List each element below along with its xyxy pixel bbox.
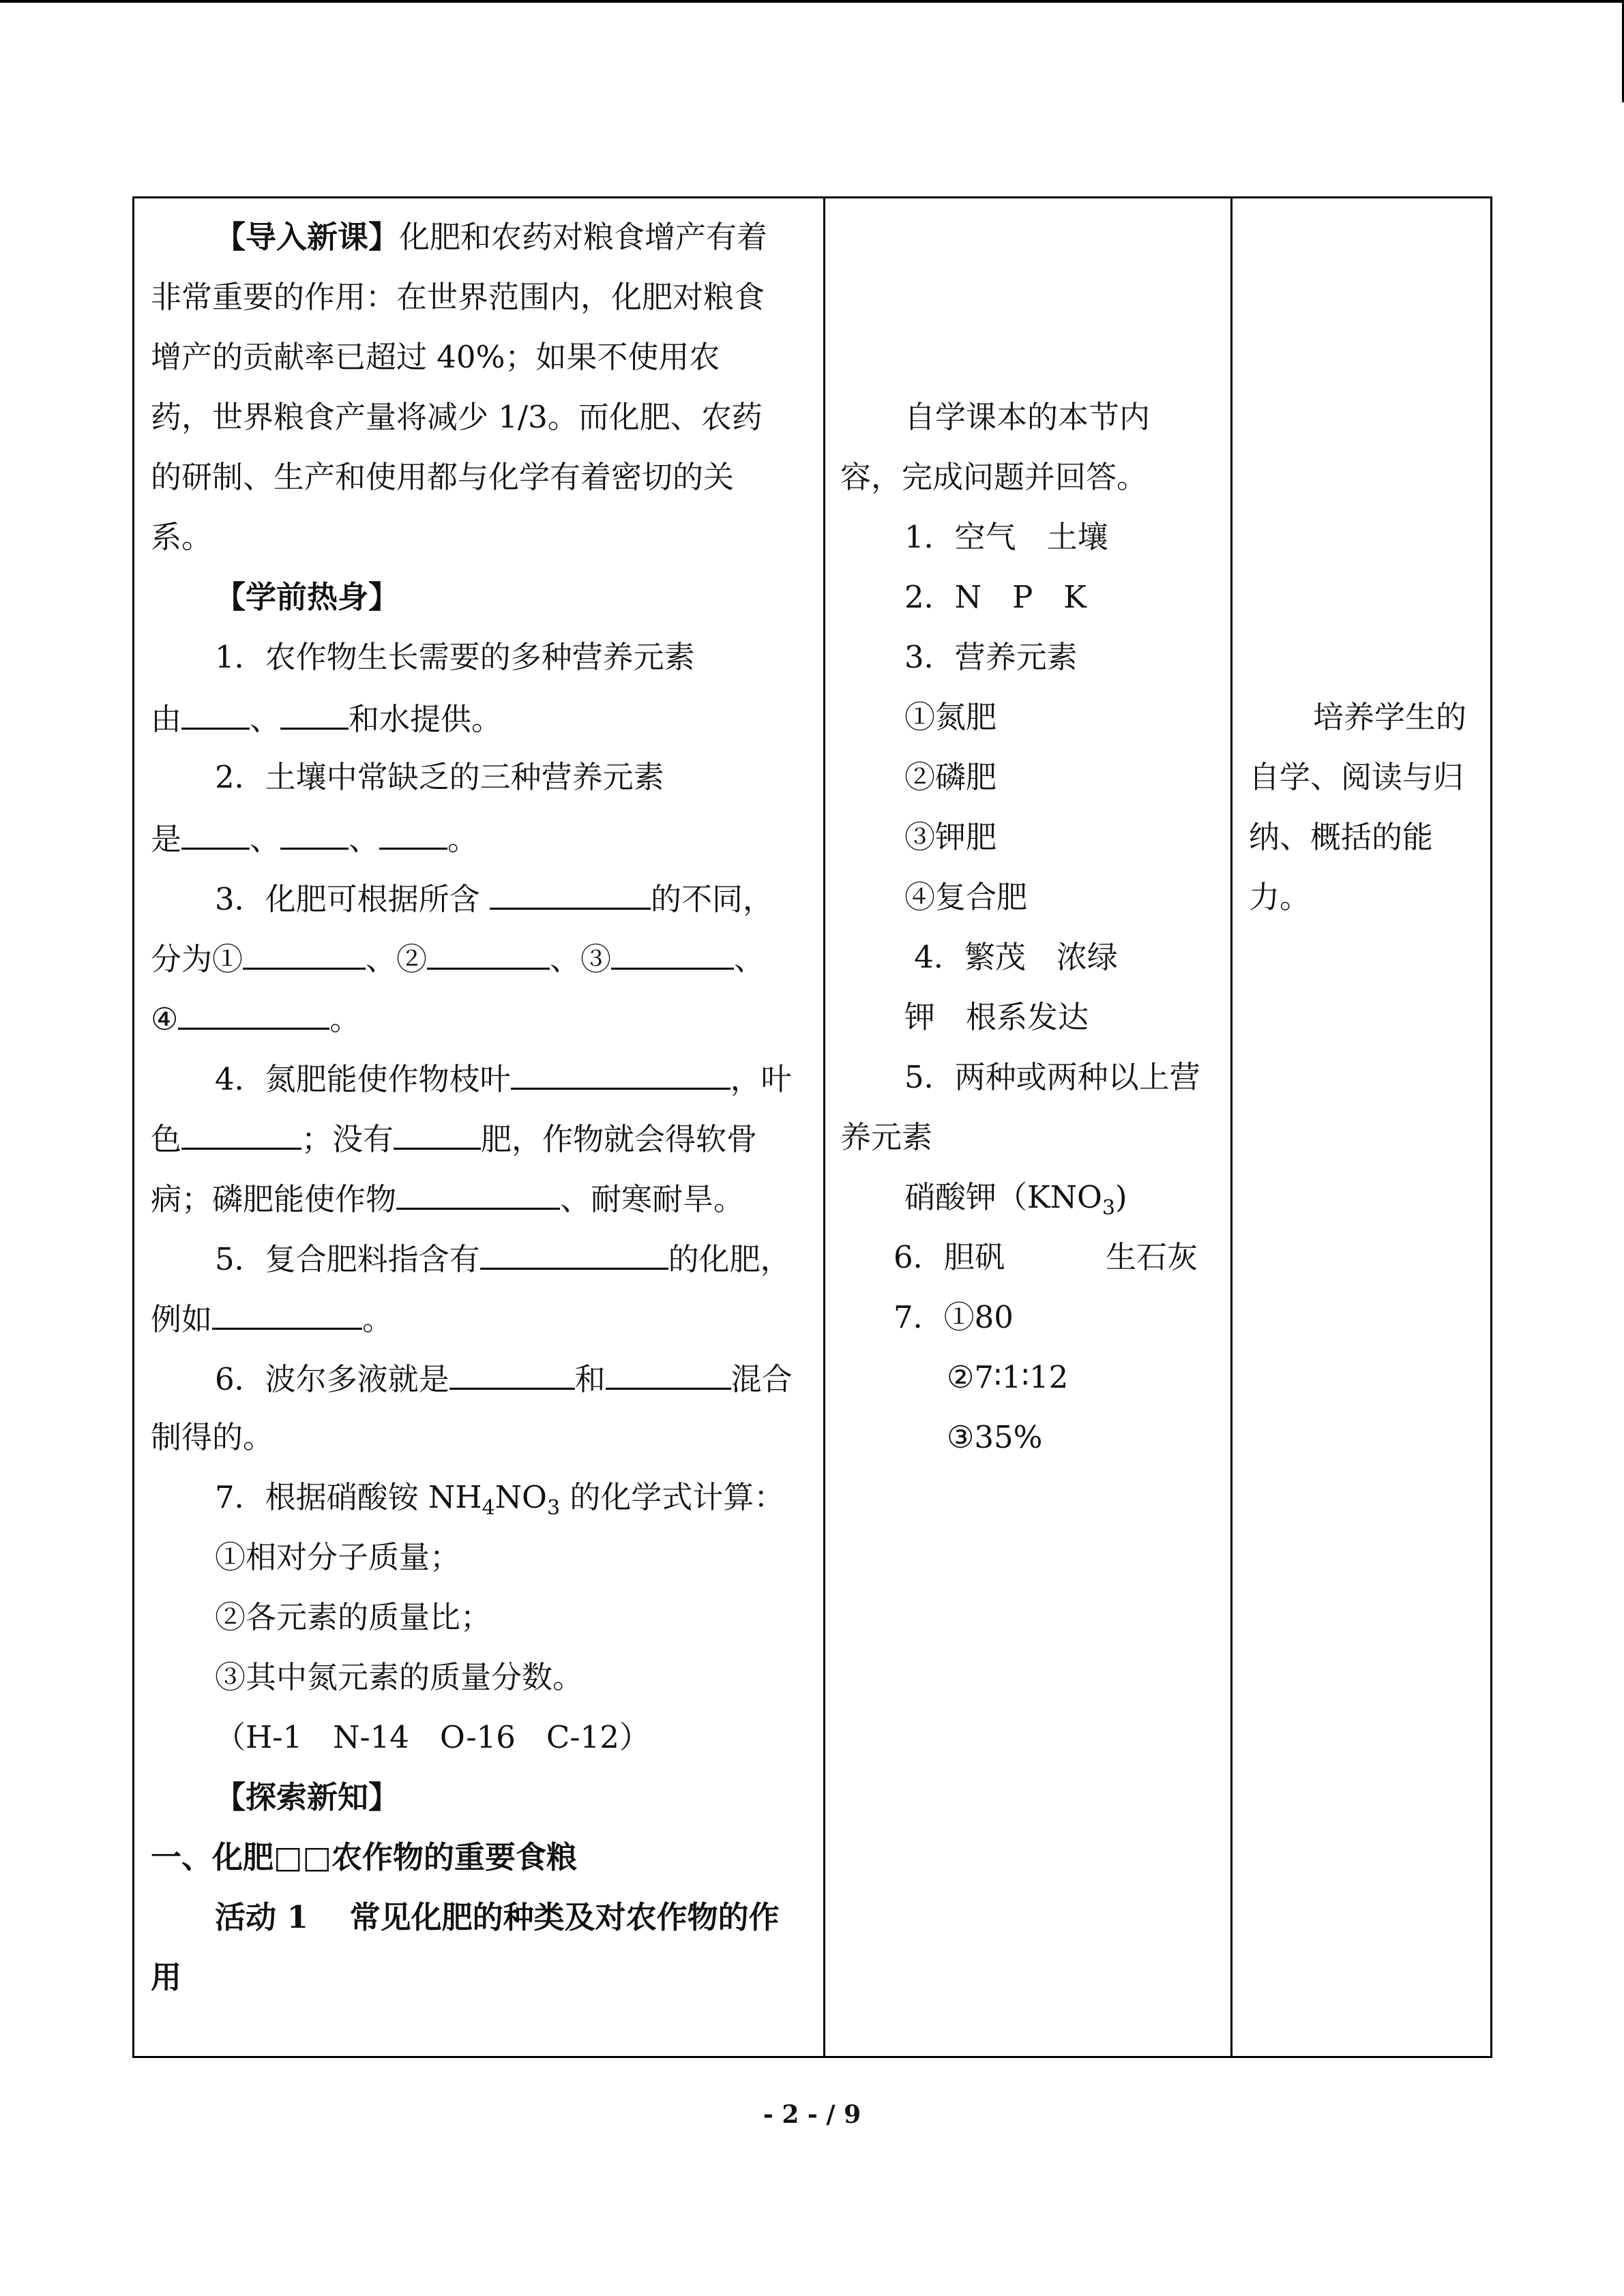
answer-4-line-2: 钾 根系发达 xyxy=(904,999,1089,1035)
intro-line-3: 增产的贡献率已超过 40%；如果不使用农 xyxy=(151,339,720,375)
question-5-line-2: 例如 。 xyxy=(134,1298,823,1339)
answer-4-line-1: 4．繁茂 浓绿 xyxy=(904,939,1118,975)
student-line-2: 容，完成问题并回答。 xyxy=(840,459,1148,495)
question-2-line-1: 2．土壤中常缺乏的三种营养元素 xyxy=(215,759,664,795)
answer-1: 1．空气 土壤 xyxy=(904,519,1108,555)
answer-7: 7．①80 xyxy=(894,1299,1014,1335)
answer-3: 3．营养元素 xyxy=(904,639,1078,675)
answer-blank[interactable] xyxy=(178,998,329,1030)
question-1-line-1: 1．农作物生长需要的多种营养元素 xyxy=(215,639,695,675)
answer-7-item-3: ③35% xyxy=(947,1419,1043,1455)
student-line-1: 自学课本的本节内 xyxy=(904,399,1151,435)
question-3-line-2: 分为① 、② 、③ 、 xyxy=(134,938,823,979)
student-activity-column xyxy=(825,198,1232,2056)
answer-blank[interactable] xyxy=(181,818,250,850)
top-border-line xyxy=(0,0,1624,3)
teaching-content-column xyxy=(134,198,825,2056)
question-7-item-2: ②各元素的质量比； xyxy=(215,1599,492,1635)
answer-3-item-4: ④复合肥 xyxy=(904,879,1028,915)
answer-blank[interactable] xyxy=(379,818,447,850)
question-7-item-1: ①相对分子质量； xyxy=(215,1539,461,1575)
intent-line-4: 力。 xyxy=(1249,879,1311,915)
answer-blank[interactable] xyxy=(181,698,250,730)
question-7-line-1: 7．根据硝酸铵 $NH_4NO_3$ 的化学式计算： xyxy=(215,1479,785,1520)
intent-line-3: 纳、概括的能 xyxy=(1249,819,1434,855)
answer-5-line-1: 5．两种或两种以上营 xyxy=(904,1059,1200,1095)
intro-line-2: 非常重要的作用：在世界范围内，化肥对粮食 xyxy=(151,279,765,315)
answer-blank[interactable] xyxy=(394,1118,481,1150)
question-7-item-3: ③其中氮元素的质量分数。 xyxy=(215,1659,584,1695)
answer-3-item-3: ③钾肥 xyxy=(904,819,997,855)
answer-3-item-1: ①氮肥 xyxy=(904,699,997,735)
answer-blank[interactable] xyxy=(511,1058,730,1090)
question-4-line-2: 色 ；没有 肥，作物就会得软骨 xyxy=(134,1118,823,1159)
lesson-plan-table xyxy=(132,196,1492,2058)
question-5-line-1: 5．复合肥料指含有 的化肥， xyxy=(134,1238,823,1279)
answer-blank[interactable] xyxy=(280,698,349,730)
page-number: - 2 - / 9 xyxy=(763,2100,861,2129)
activity-1-heading-line-1: 活动 1 常见化肥的种类及对农作物的作 xyxy=(215,1899,780,1935)
intro-line-5: 的研制、生产和使用都与化学有着密切的关 xyxy=(151,459,735,495)
question-6-line-2: 制得的。 xyxy=(151,1419,274,1455)
question-4-line-1: 4．氮肥能使作物枝叶 ，叶 xyxy=(134,1058,823,1099)
explore-heading: 【探索新知】 xyxy=(215,1779,400,1815)
question-4-line-3: 病；磷肥能使作物 、耐寒耐旱。 xyxy=(134,1178,823,1219)
answer-blank[interactable] xyxy=(243,938,366,970)
question-3-line-3: ④ 。 xyxy=(134,998,823,1039)
design-intent-column xyxy=(1232,198,1490,2056)
activity-1-heading-line-2: 用 xyxy=(151,1959,182,1995)
question-1-line-2: 由 、 和水提供。 xyxy=(134,698,823,739)
question-2-line-2: 是 、 、 。 xyxy=(134,818,823,859)
answer-blank[interactable] xyxy=(396,1178,560,1210)
answer-blank[interactable] xyxy=(212,1298,362,1330)
intro-line-6: 系。 xyxy=(151,519,213,555)
warmup-heading: 【学前热身】 xyxy=(215,579,400,615)
answer-blank[interactable] xyxy=(480,1238,668,1270)
answer-blank[interactable] xyxy=(181,1118,301,1150)
atomic-mass-note: （H-1 N-14 O-16 C-12） xyxy=(215,1719,650,1755)
intent-line-1: 培养学生的 xyxy=(1313,699,1467,735)
answer-3-item-2: ②磷肥 xyxy=(904,759,997,795)
answer-5-line-2: 养元素 xyxy=(840,1119,933,1155)
answer-blank[interactable] xyxy=(606,1358,731,1390)
question-3-line-1: 3．化肥可根据所含 的不同， xyxy=(134,878,823,919)
answer-7-item-2: ②7∶1∶12 xyxy=(947,1359,1069,1395)
answer-5-example: 硝酸钾$(KNO_3)$ xyxy=(904,1179,1127,1220)
answer-2: 2．N P K xyxy=(904,579,1087,615)
intro-line-1: 【导入新课】化肥和农药对粮食增产有着 xyxy=(215,219,768,255)
intro-line-4: 药，世界粮食产量将减少 1/3。而化肥、农药 xyxy=(151,399,763,435)
section-1-heading: 一、化肥□□农作物的重要食粮 xyxy=(151,1839,578,1875)
answer-blank[interactable] xyxy=(427,938,550,970)
answer-blank[interactable] xyxy=(611,938,734,970)
answer-blank[interactable] xyxy=(280,818,349,850)
answer-6: 6．胆矾 生石灰 xyxy=(894,1239,1198,1275)
question-6-line-1: 6．波尔多液就是 和 混合 xyxy=(134,1358,823,1399)
answer-blank[interactable] xyxy=(449,1358,575,1390)
answer-blank[interactable] xyxy=(490,878,651,910)
intent-line-2: 自学、阅读与归 xyxy=(1249,759,1464,795)
